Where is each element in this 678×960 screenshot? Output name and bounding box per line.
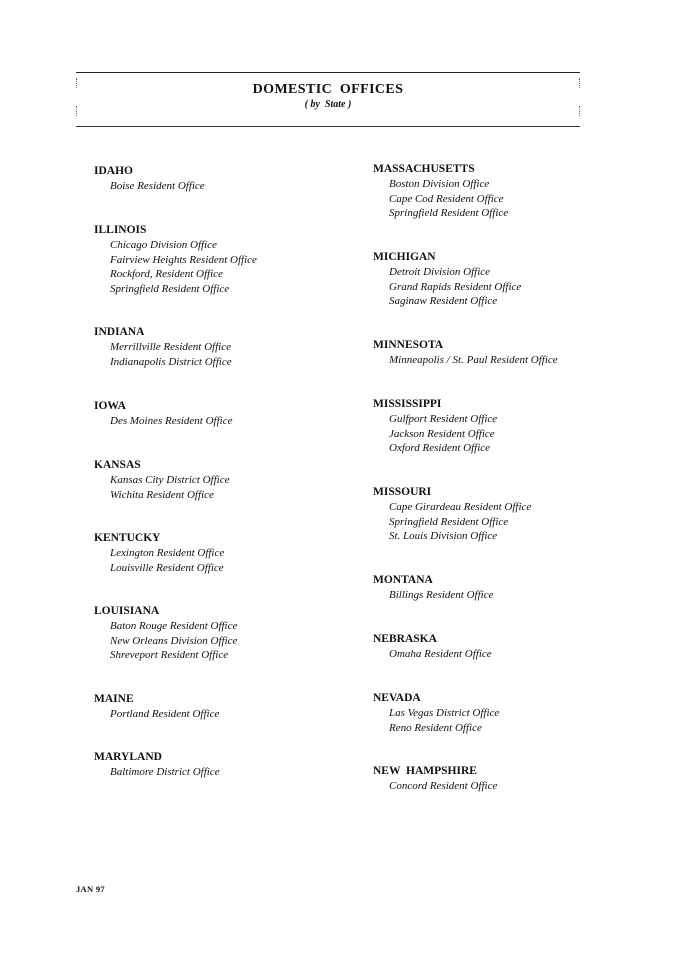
office-item: Wichita Resident Office: [110, 488, 214, 501]
office-item: Cape Cod Resident Office: [389, 192, 504, 205]
page-header: [76, 82, 580, 110]
office-item: Las Vegas District Office: [389, 707, 500, 719]
office-item: Louisville Resident Office: [110, 561, 224, 574]
office-item: Des Moines Resident Office: [110, 415, 233, 427]
state-name: NEVADA: [373, 692, 421, 704]
office-list: [373, 500, 633, 544]
office-list: [373, 353, 633, 368]
state-name: IDAHO: [94, 165, 133, 177]
state-name: MICHIGAN: [373, 251, 436, 263]
office-item: Gulfport Resident Office: [389, 413, 498, 425]
office-item: Merrillville Resident Office: [110, 341, 231, 353]
office-item: Boise Resident Office: [110, 180, 205, 192]
state-name: MONTANA: [373, 574, 433, 586]
office-list: [94, 238, 354, 297]
office-list: [94, 473, 354, 502]
state-block-mississippi: [373, 397, 633, 456]
office-list: [94, 340, 354, 369]
office-list: [373, 265, 633, 309]
state-block-massachusetts: [373, 162, 633, 221]
state-block-maryland: [94, 750, 354, 780]
office-item: Boston Division Office: [389, 178, 490, 190]
office-list: [373, 647, 633, 662]
office-item: Fairview Heights Resident Office: [110, 253, 257, 266]
office-item: Lexington Resident Office: [110, 547, 225, 559]
state-name: ILLINOIS: [94, 224, 147, 236]
state-name: IOWA: [94, 400, 126, 412]
page-subtitle: ( by State ): [304, 99, 352, 110]
office-item: Minneapolis / St. Paul Resident Office: [389, 354, 558, 366]
state-name: LOUISIANA: [94, 605, 160, 617]
state-block-idaho: [94, 164, 354, 194]
office-list: [94, 765, 354, 780]
state-name: MISSOURI: [373, 486, 432, 498]
state-name: KENTUCKY: [94, 532, 161, 544]
office-item: Cape Girardeau Resident Office: [389, 501, 532, 513]
office-item: Springfield Resident Office: [389, 515, 509, 528]
state-name: MINNESOTA: [373, 339, 444, 351]
office-item: Baltimore District Office: [110, 766, 220, 778]
state-block-minnesota: [373, 338, 633, 368]
state-name: INDIANA: [94, 326, 145, 338]
state-name: NEBRASKA: [373, 633, 437, 645]
office-item: Springfield Resident Office: [110, 283, 230, 296]
state-block-nebraska: [373, 632, 633, 662]
office-item: Oxford Resident Office: [389, 442, 491, 455]
office-item: Billings Resident Office: [389, 589, 494, 601]
state-block-indiana: [94, 325, 354, 369]
office-item: Portland Resident Office: [110, 708, 220, 720]
state-block-kansas: [94, 458, 354, 502]
office-item: Shreveport Resident Office: [110, 649, 229, 662]
office-item: Kansas City District Office: [110, 474, 230, 486]
office-list: [373, 177, 633, 221]
header-bottom-rule: [76, 126, 580, 127]
office-item: Detroit Division Office: [389, 266, 491, 278]
office-list: [94, 179, 354, 194]
office-item: St. Louis Division Office: [389, 530, 498, 543]
state-block-illinois: [94, 223, 354, 297]
state-name: MARYLAND: [94, 751, 162, 763]
state-block-louisiana: [94, 604, 354, 663]
page-title: DOMESTIC OFFICES: [252, 82, 404, 97]
office-list: [94, 414, 354, 429]
state-block-montana: [373, 573, 633, 603]
office-item: New Orleans Division Office: [110, 634, 238, 647]
state-block-michigan: [373, 250, 633, 309]
state-block-missouri: [373, 485, 633, 544]
office-item: Springfield Resident Office: [389, 207, 509, 220]
office-list: [373, 779, 633, 794]
state-name: MAINE: [94, 693, 134, 705]
office-list: [94, 619, 354, 663]
header-top-rule: [76, 72, 580, 73]
office-list: [94, 707, 354, 722]
state-block-new-hampshire: [373, 764, 633, 794]
office-item: Jackson Resident Office: [389, 427, 495, 440]
state-block-iowa: [94, 399, 354, 429]
state-name: KANSAS: [94, 459, 141, 471]
state-name: MISSISSIPPI: [373, 398, 442, 410]
office-item: Baton Rouge Resident Office: [110, 620, 238, 632]
footer-date: JAN 97: [76, 884, 105, 894]
state-block-maine: [94, 692, 354, 722]
state-name: MASSACHUSETTS: [373, 163, 475, 175]
office-item: Reno Resident Office: [389, 721, 482, 734]
state-name: NEW HAMPSHIRE: [373, 765, 477, 777]
office-item: Chicago Division Office: [110, 239, 217, 251]
office-list: [94, 546, 354, 575]
office-item: Concord Resident Office: [389, 780, 498, 792]
office-list: [373, 412, 633, 456]
state-block-kentucky: [94, 531, 354, 575]
office-list: [373, 706, 633, 735]
office-item: Rockford, Resident Office: [110, 268, 223, 281]
state-block-nevada: [373, 691, 633, 735]
office-list: [373, 588, 633, 603]
office-item: Grand Rapids Resident Office: [389, 280, 522, 293]
office-item: Omaha Resident Office: [389, 648, 492, 660]
office-item: Saginaw Resident Office: [389, 295, 498, 308]
office-item: Indianapolis District Office: [110, 355, 232, 368]
